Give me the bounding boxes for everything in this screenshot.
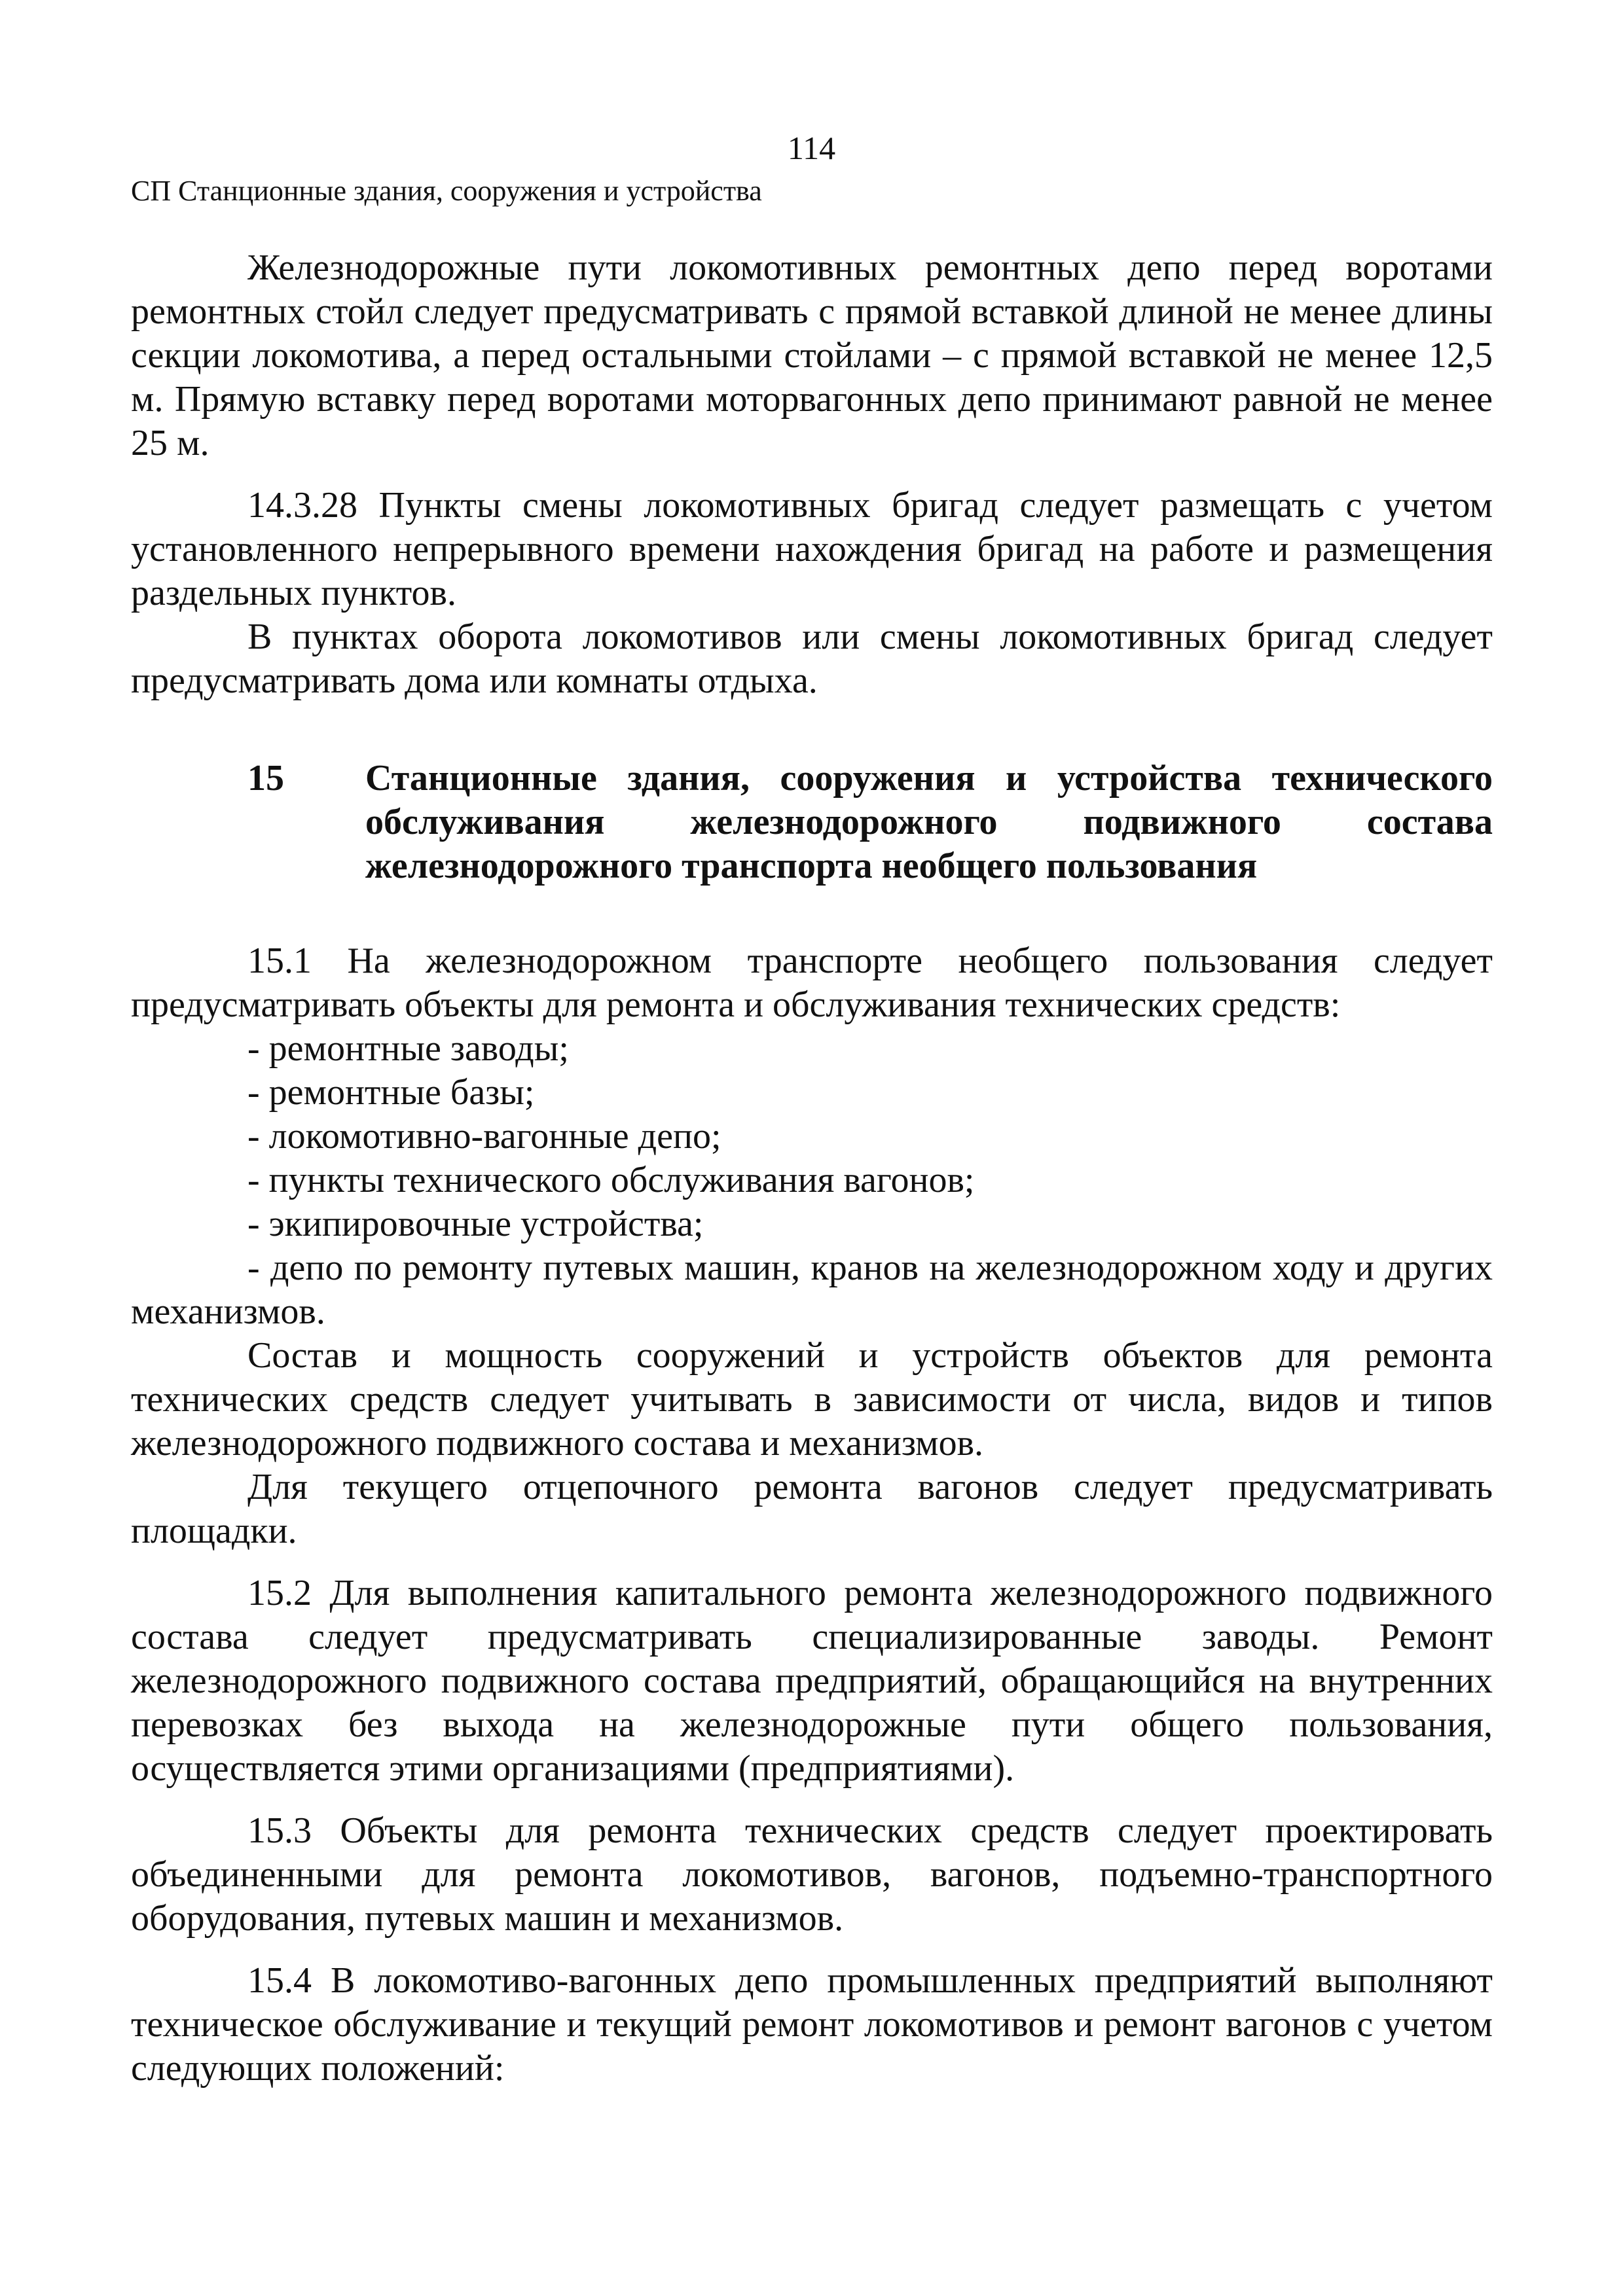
list-item: - локомотивно-вагонные депо; [247,1116,721,1157]
section-heading [131,757,1493,888]
section-title-line: обслуживания железнодорожного подвижного состава [365,802,1493,842]
list-item: - депо по ремонту путевых машин, кранов на железнодорожном ходу и других механизмов. [131,1247,1493,1332]
paragraph-15-2: 15.2 Для выполнения капитального ремонта железнодорожного подвижного состава следует предусматривать специализированные заводы. Ремонт железнодорожного подвижного состава предприятий, обращающийся на внутренних перевозках без выхода на железнодорожные пути общего пользования, осуществляется этими организациями (предприятиями). [131,1573,1493,1789]
section-title-line: железнодорожного транспорта необщего пользования [365,846,1258,886]
paragraph-rest-houses: В пунктах оборота локомотивов или смены локомотивных бригад следует предусматривать дома или комнаты отдыха. [131,617,1493,701]
paragraph-15-3: 15.3 Объекты для ремонта технических средств следует проектировать объединенными для ремонта локомотивов, вагонов, подъемно-транспортного оборудования, путевых машин и механизмов. [131,1810,1493,1939]
running-header: СП Станционные здания, сооружения и устройства [131,175,762,207]
paragraph-15-4: 15.4 В локомотиво-вагонных депо промышленных предприятий выполняют техническое обслуживание и текущий ремонт локомотивов и ремонт вагонов с учетом следующих положений: [131,1960,1493,2089]
section-number: 15 [247,758,284,798]
paragraph-composition: Состав и мощность сооружений и устройств объектов для ремонта технических средств следует учитывать в зависимости от числа, видов и типов железнодорожного подвижного состава и механизмов. [131,1335,1493,1463]
paragraph-14-3-28: 14.3.28 Пункты смены локомотивных бригад следует размещать с учетом установленного непрерывного времени нахождения бригад на работе и размещения раздельных пунктов. [131,485,1493,613]
paragraph-15-1: 15.1 На железнодорожном транспорте необщего пользования следует предусматривать объекты для ремонта и обслуживания технических средств: [131,941,1493,1025]
paragraph-depot-tracks: Железнодорожные пути локомотивных ремонтных депо перед воротами ремонтных стойл следует предусматривать с прямой вставкой длиной не менее длины секции локомотива, а перед остальными стойлами – с прямой вставкой не менее 12,5 м. Прямую вставку перед воротами моторвагонных депо принимают равной не менее 25 м. [131,247,1493,463]
page-number: 114 [787,130,836,166]
paragraph-current-repair: Для текущего отцепочного ремонта вагонов следует предусматривать площадки. [131,1467,1493,1551]
list-item: - ремонтные базы; [247,1072,535,1113]
section-title [365,757,1493,888]
list-item: - пункты технического обслуживания вагонов; [247,1160,975,1200]
section-title-line: Станционные здания, сооружения и устройства технического [365,758,1493,798]
list-item: - экипировочные устройства; [247,1204,704,1244]
list-item: - ремонтные заводы; [247,1028,569,1069]
page-content [131,246,1493,2090]
